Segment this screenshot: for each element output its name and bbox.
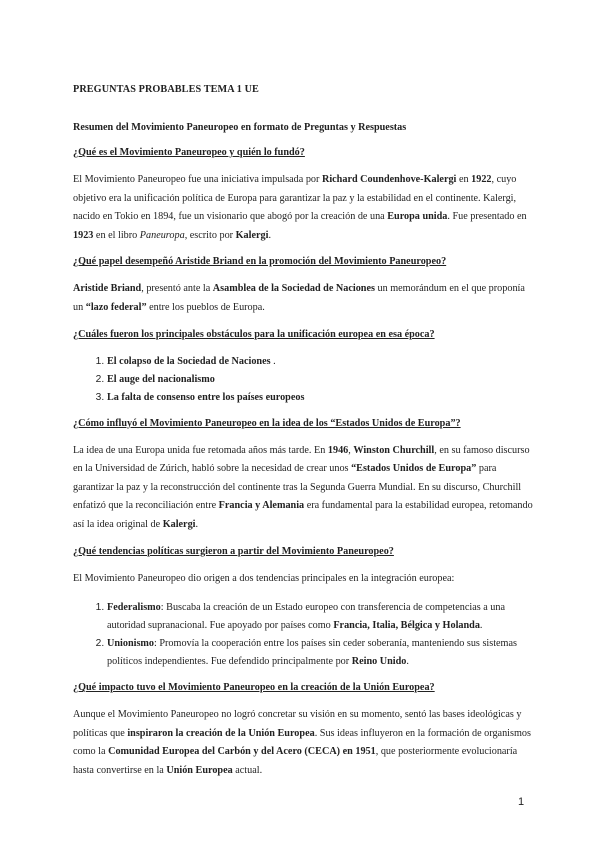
document-page xyxy=(73,84,533,792)
tendencies-list xyxy=(73,599,533,671)
answer-paragraph-6: Aunque el Movimiento Paneuropeo no logró concretar su visión en su momento, sentó las bases ideológicas y políticas que inspiraron la creación de la Unión Europea. Sus ideas influyeron en la formación de organismos como la Comunidad Europea del Carbón y del Acero (CECA) en 1951, que posteriormente evolucionaría hasta convertirse en la Unión Europea actual. xyxy=(73,709,531,776)
list-item: 1. El colapso de la Sociedad de Naciones . xyxy=(107,353,533,371)
answer-paragraph-5: El Movimiento Paneuropeo dio origen a dos tendencias principales en la integración europea: xyxy=(73,572,455,584)
obstacles-list xyxy=(73,353,533,407)
page-number: 1 xyxy=(518,796,525,808)
question-heading-3: ¿Cuáles fueron los principales obstáculos para la unificación europea en esa época? xyxy=(73,328,435,340)
list-item: 3. La falta de consenso entre los países europeos xyxy=(107,389,533,407)
answer-paragraph-4: La idea de una Europa unida fue retomada años más tarde. En 1946, Winston Churchill, en su famoso discurso en la Universidad de Zúrich, habló sobre la necesidad de crear unos “Estados Unidos de Europa” para garantizar la paz y la reconstrucción del continente tras la Segunda Guerra Mundial. En su discurso, Churchill enfatizó que la reconciliación entre Francia y Alemania era fundamental para la estabilidad europea, retomando así la idea original de Kalergi. xyxy=(73,444,533,530)
question-heading-6: ¿Qué impacto tuvo el Movimiento Paneuropeo en la creación de la Unión Europea? xyxy=(73,682,435,694)
list-item: 2. Unionismo: Promovía la cooperación entre los países sin ceder soberanía, manteniendo sus sistemas políticos independientes. Fue defendido principalmente por Reino Unido. xyxy=(107,635,533,671)
document-subtitle: Resumen del Movimiento Paneuropeo en formato de Preguntas y Respuestas xyxy=(73,122,407,133)
answer-paragraph-1: El Movimiento Paneuropeo fue una iniciativa impulsada por Richard Coundenhove-Kalergi en 1922, cuyo objetivo era la unificación política de Europa para garantizar la paz y la estabilidad en el continente. Kalergi, nacido en Tokio en 1894, fue un visionario que abogó por la creación de una Europa unida. Fue presentado en 1923 en el libro Paneuropa, escrito por Kalergi. xyxy=(73,174,527,241)
document-title: PREGUNTAS PROBABLES TEMA 1 UE xyxy=(73,84,259,95)
list-item: 1. Federalismo: Buscaba la creación de un Estado europeo con transferencia de competencias a una autoridad supranacional. Fue apoyado por países como Francia, Italia, Bélgica y Holanda. xyxy=(107,599,533,635)
question-heading-5: ¿Qué tendencias políticas surgieron a partir del Movimiento Paneuropeo? xyxy=(73,545,394,557)
list-item: 2. El auge del nacionalismo xyxy=(107,371,533,389)
question-heading-4: ¿Cómo influyó el Movimiento Paneuropeo en la idea de los “Estados Unidos de Europa”? xyxy=(73,417,461,429)
question-heading-1: ¿Qué es el Movimiento Paneuropeo y quién lo fundó? xyxy=(73,147,305,158)
answer-paragraph-2: Aristide Briand, presentó ante la Asamblea de la Sociedad de Naciones un memorándum en el que proponía un “lazo federal” entre los pueblos de Europa. xyxy=(73,283,525,313)
question-heading-2: ¿Qué papel desempeñó Aristide Briand en la promoción del Movimiento Paneuropeo? xyxy=(73,256,447,268)
